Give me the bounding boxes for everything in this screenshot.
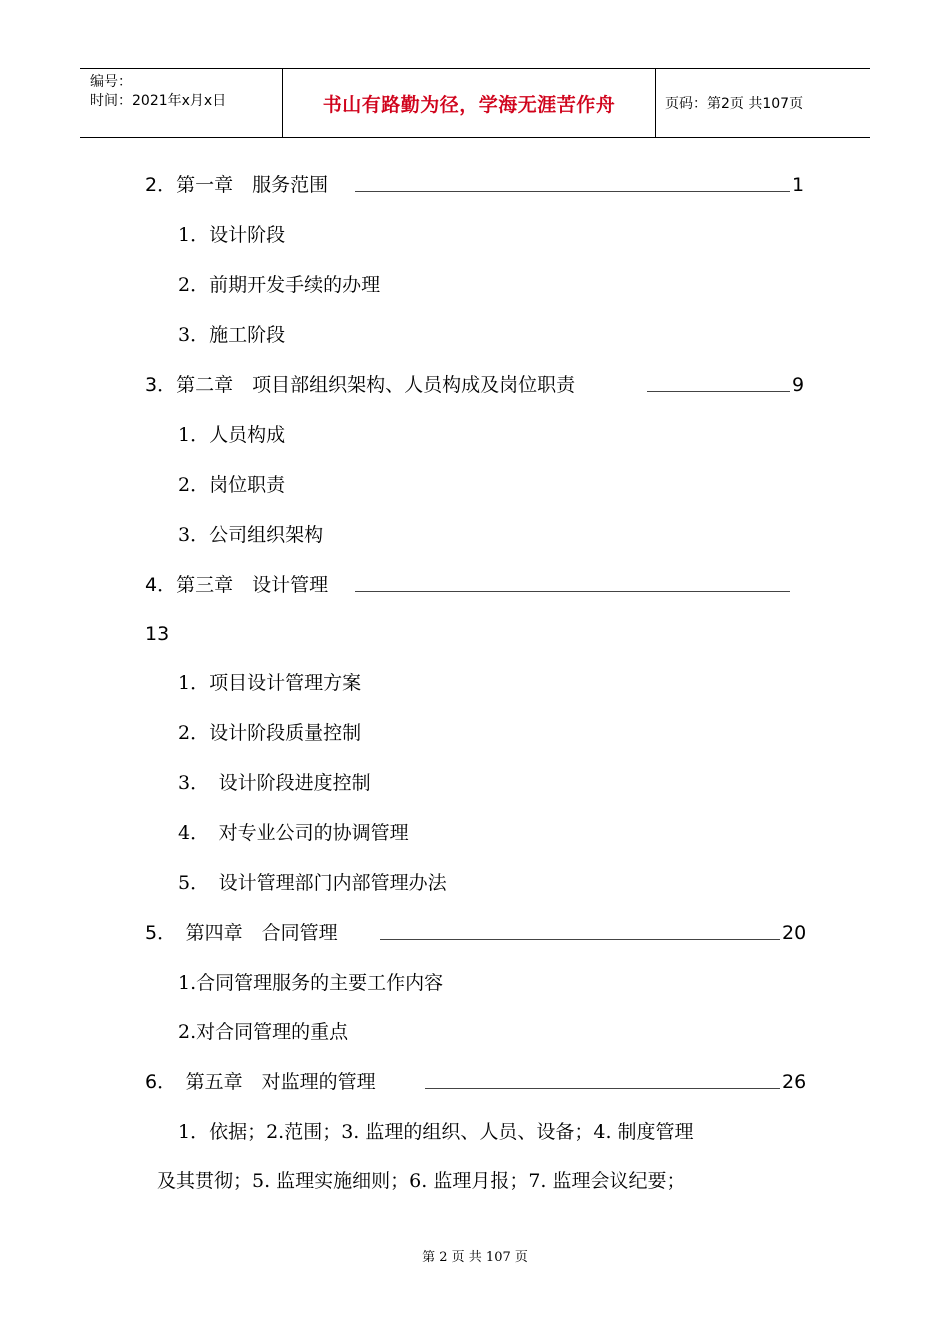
toc-entry-chapter-4[interactable]: [0, 918, 950, 948]
toc-subitem[interactable]: [0, 818, 950, 848]
toc-leader-line: [380, 939, 780, 940]
toc-entry-chapter-2[interactable]: [0, 370, 950, 400]
toc-subitem[interactable]: [0, 1017, 950, 1047]
toc-entry-chapter-3-page: [0, 619, 950, 649]
header-meta: [90, 73, 226, 111]
toc-subitem[interactable]: [0, 420, 950, 450]
toc-subitem-label: 2．岗位职责: [178, 474, 286, 496]
toc-chapter-title: 3．第二章 项目部组织架构、人员构成及岗位职责: [145, 374, 576, 396]
toc-subitem[interactable]: [0, 718, 950, 748]
toc-leader-line: [425, 1088, 780, 1089]
toc-page-number: 13: [145, 623, 170, 645]
toc-chapter-title: 4．第三章 设计管理: [145, 574, 329, 596]
toc-subitem[interactable]: [0, 270, 950, 300]
toc-page-number: 1: [792, 174, 805, 196]
toc-paragraph-line: [0, 1117, 950, 1147]
toc-subitem[interactable]: [0, 220, 950, 250]
toc-subitem-label: 3．施工阶段: [178, 324, 286, 346]
toc-paragraph-text: 及其贯彻；5. 监理实施细则；6. 监理月报；7. 监理会议纪要；: [157, 1170, 686, 1192]
toc-chapter-title: 2．第一章 服务范围: [145, 174, 329, 196]
toc-paragraph-line: [0, 1166, 950, 1196]
toc-leader-line: [355, 591, 790, 592]
toc-page-number: 9: [792, 374, 805, 396]
toc-subitem[interactable]: [0, 768, 950, 798]
page-footer: 第 2 页 共 107 页: [422, 1250, 528, 1265]
toc-subitem-label: 2．设计阶段质量控制: [178, 722, 362, 744]
toc-subitem-label: 5． 设计管理部门内部管理办法: [178, 872, 447, 894]
header-page-info: 页码：第2页 共107页: [665, 96, 804, 112]
header-motto: 书山有路勤为径，学海无涯苦作舟: [322, 93, 616, 116]
toc-page-number: 20: [782, 922, 807, 944]
toc-entry-chapter-1[interactable]: [0, 170, 950, 200]
toc-paragraph-text: 1．依据；2.范围；3. 监理的组织、人员、设备；4. 制度管理: [178, 1121, 694, 1143]
toc-subitem-label: 2.对合同管理的重点: [178, 1021, 349, 1043]
toc-subitem-label: 1.合同管理服务的主要工作内容: [178, 972, 444, 994]
toc-subitem[interactable]: [0, 320, 950, 350]
toc-leader-line: [647, 391, 790, 392]
header-divider: [655, 69, 656, 137]
toc-subitem-label: 1．设计阶段: [178, 224, 286, 246]
toc-subitem-label: 1．人员构成: [178, 424, 286, 446]
toc-subitem[interactable]: [0, 868, 950, 898]
toc-entry-chapter-5[interactable]: [0, 1067, 950, 1097]
document-date: 时间：2021年x月x日: [90, 93, 227, 109]
toc-subitem[interactable]: [0, 968, 950, 998]
document-number-label: 编号：: [90, 74, 132, 90]
toc-chapter-title: 6． 第五章 对监理的管理: [145, 1071, 376, 1093]
toc-chapter-title: 5． 第四章 合同管理: [145, 922, 338, 944]
toc-subitem-label: 3． 设计阶段进度控制: [178, 772, 371, 794]
toc-subitem-label: 3．公司组织架构: [178, 524, 324, 546]
toc-subitem[interactable]: [0, 520, 950, 550]
toc-page-number: 26: [782, 1071, 807, 1093]
toc-subitem[interactable]: [0, 470, 950, 500]
document-header: [80, 68, 870, 138]
toc-subitem-label: 1．项目设计管理方案: [178, 672, 362, 694]
toc-subitem-label: 2．前期开发手续的办理: [178, 274, 381, 296]
toc-entry-chapter-3[interactable]: [0, 570, 950, 600]
toc-subitem[interactable]: [0, 668, 950, 698]
toc-subitem-label: 4． 对专业公司的协调管理: [178, 822, 409, 844]
toc-leader-line: [355, 191, 790, 192]
